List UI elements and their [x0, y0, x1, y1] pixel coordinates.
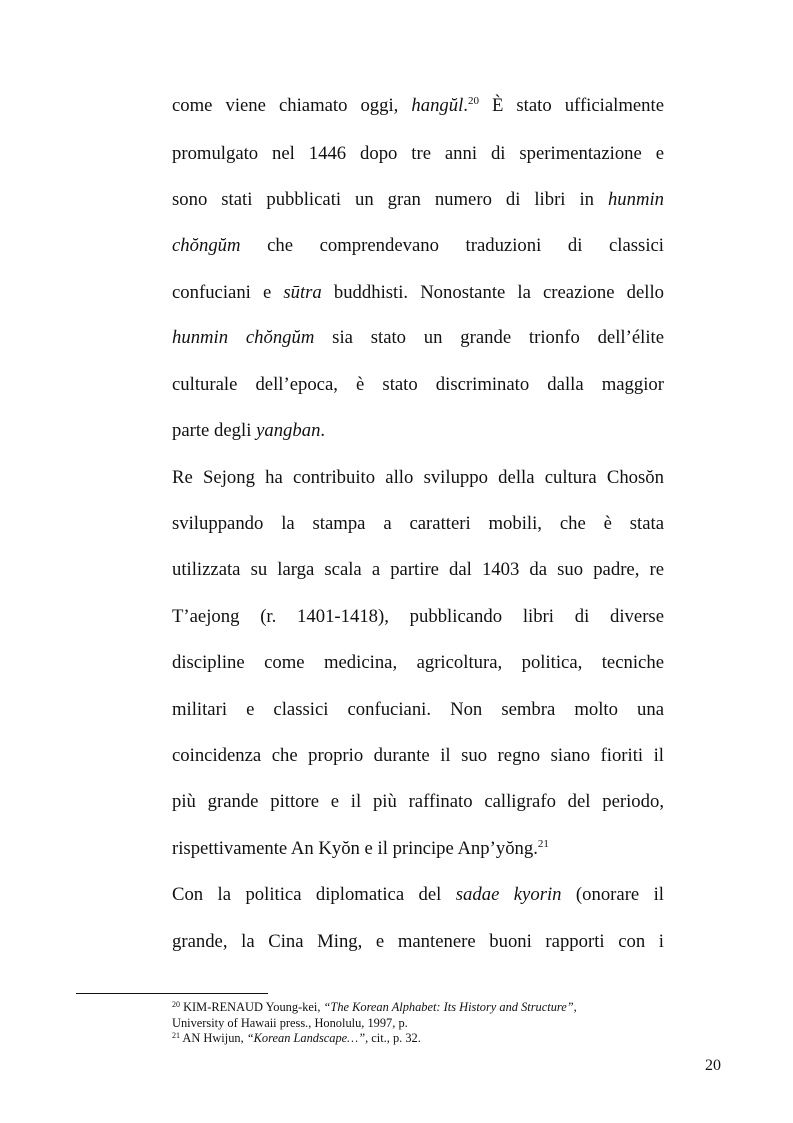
text-segment: .	[463, 95, 468, 116]
body-line-17	[172, 836, 664, 862]
body-line-13	[172, 650, 664, 676]
italic-term: hunmin chŏngŭm	[172, 327, 315, 348]
text-segment: confuciani e	[172, 282, 284, 303]
footnote-citation: University of Hawaii press., Honolulu, 1997, p.	[172, 1016, 408, 1030]
footnote-title: “The Korean Alphabet: Its History and Structure”,	[323, 1000, 577, 1014]
text-segment: sia stato un grande trionfo dell’élite	[314, 327, 664, 348]
body-line-3	[172, 187, 664, 213]
italic-term: chŏngŭm	[172, 235, 241, 256]
footnote-21-line-1	[172, 1031, 421, 1045]
body-line-10	[172, 511, 664, 537]
text-segment: utilizzata su larga scala a partire dal 1403 da suo padre, re	[172, 559, 664, 580]
footnote-author: AN Hwijun,	[180, 1031, 247, 1045]
footnote-reference[interactable]: 20	[467, 95, 479, 107]
italic-term: sūtra	[283, 282, 322, 303]
footnote-reference[interactable]: 21	[537, 838, 549, 850]
text-segment: rispettivamente An Kyŏn e il principe Anp’yŏng.	[172, 838, 538, 859]
text-segment: (onorare il	[561, 884, 664, 905]
text-segment: culturale dell’epoca, è stato discriminato dalla maggior	[172, 374, 664, 395]
body-line-1	[172, 93, 664, 119]
footnote-title: “Korean Landscape…”,	[246, 1031, 369, 1045]
body-line-12	[172, 604, 664, 630]
text-segment: grande, la Cina Ming, e mantenere buoni rapporti con i	[172, 931, 664, 952]
body-line-16	[172, 789, 664, 815]
body-line-2	[172, 141, 664, 167]
body-line-15	[172, 743, 664, 769]
text-segment: coincidenza che proprio durante il suo regno siano fioriti il	[172, 745, 664, 766]
italic-term: hangŭl	[411, 95, 464, 116]
body-line-8	[172, 418, 664, 444]
body-line-5	[172, 280, 664, 306]
footnote-author: KIM-RENAUD Young-kei,	[180, 1000, 324, 1014]
text-segment: buddhisti. Nonostante la creazione dello	[321, 282, 664, 303]
body-line-18	[172, 882, 664, 908]
text-segment: militari e classici confuciani. Non sembra molto una	[172, 699, 664, 720]
footnote-separator	[76, 993, 268, 994]
text-segment: .	[320, 420, 326, 441]
body-line-14	[172, 697, 664, 723]
text-segment: È stato ufficialmente	[478, 95, 664, 116]
text-segment: sviluppando la stampa a caratteri mobili, che è stata	[172, 513, 664, 534]
footnote-citation: cit., p. 32.	[368, 1031, 421, 1045]
footnote-number: 21	[172, 1031, 180, 1040]
body-line-7	[172, 372, 664, 398]
body-line-6	[172, 325, 664, 351]
body-line-4	[172, 233, 664, 259]
footnote-number: 20	[172, 1000, 180, 1009]
text-segment: che comprendevano traduzioni di classici	[240, 235, 664, 256]
text-segment: come viene chiamato oggi,	[172, 95, 412, 116]
text-segment: Re Sejong ha contribuito allo sviluppo della cultura Chosŏn	[172, 467, 664, 488]
page-number: 20	[705, 1057, 721, 1074]
text-segment: più grande pittore e il più raffinato calligrafo del periodo,	[172, 791, 664, 812]
text-segment: discipline come medicina, agricoltura, politica, tecniche	[172, 652, 664, 673]
text-segment: promulgato nel 1446 dopo tre anni di sperimentazione e	[172, 143, 664, 164]
body-line-19	[172, 929, 664, 955]
italic-term: hunmin	[607, 189, 664, 210]
body-line-11	[172, 557, 664, 583]
text-segment: sono stati pubblicati un gran numero di libri in	[172, 189, 608, 210]
italic-term: sadae kyorin	[455, 884, 562, 905]
text-segment: Con la politica diplomatica del	[172, 884, 456, 905]
body-line-9	[172, 465, 664, 491]
footnote-20-line-2	[172, 1016, 408, 1030]
text-segment: parte degli	[172, 420, 257, 441]
text-segment: T’aejong (r. 1401-1418), pubblicando libri di diverse	[172, 606, 664, 627]
footnote-20-line-1	[172, 1000, 577, 1014]
italic-term: yangban	[256, 420, 321, 441]
